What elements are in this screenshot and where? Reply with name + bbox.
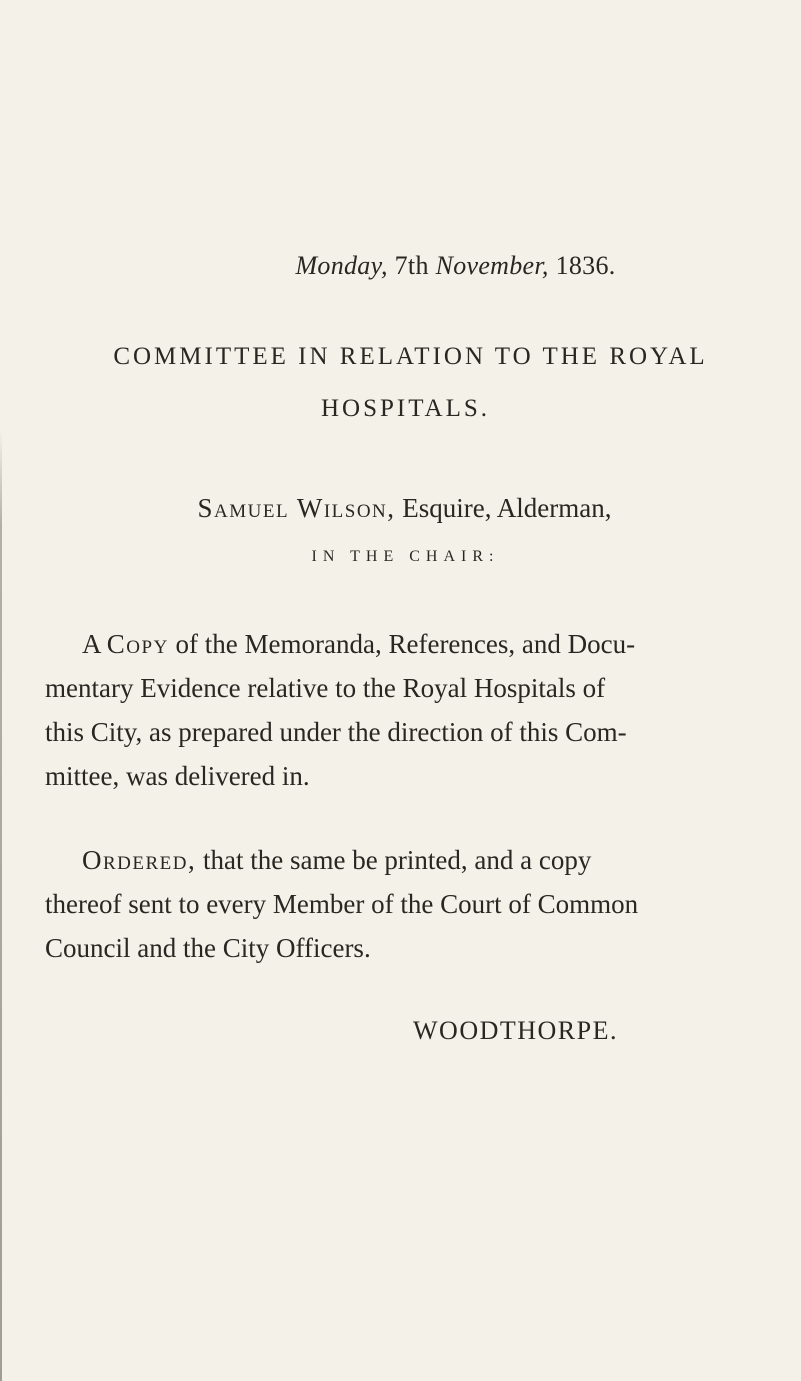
paragraph-lead-caps: Ordered, bbox=[82, 845, 197, 875]
chairman-name-caps: Samuel Wilson, bbox=[197, 493, 396, 523]
paragraph-text: that the same be printed, and a copy bbox=[203, 845, 592, 875]
heading-line-2: HOSPITALS. bbox=[321, 395, 490, 422]
in-the-chair-label: IN THE CHAIR: bbox=[311, 548, 500, 565]
chairman-name bbox=[0, 493, 801, 524]
paragraph-line: mentary Evidence relative to the Royal Hospitals of bbox=[45, 673, 606, 703]
date-month: November, bbox=[435, 251, 549, 280]
date-day: Monday, bbox=[295, 251, 388, 280]
paragraph-line bbox=[82, 838, 591, 882]
paragraph-line: mittee, was delivered in. bbox=[45, 761, 310, 791]
paragraph-line: this City, as prepared under the direction of this Com- bbox=[45, 717, 627, 747]
chairman-title: Esquire, Alderman, bbox=[402, 493, 612, 523]
date-line bbox=[0, 251, 801, 281]
paragraph-line: Council and the City Officers. bbox=[45, 933, 371, 963]
paragraph-lead-caps: Copy bbox=[106, 629, 169, 659]
heading-line-1: COMMITTEE IN RELATION TO THE ROYAL bbox=[113, 343, 708, 370]
date-year: 1836. bbox=[555, 251, 616, 280]
signature: WOODTHORPE. bbox=[413, 1016, 618, 1045]
date-number: 7th bbox=[394, 251, 429, 280]
paragraph-text: of the Memoranda, References, and Docu- bbox=[175, 629, 636, 659]
paragraph-lead: A bbox=[82, 629, 101, 659]
paragraph-line: thereof sent to every Member of the Court of Common bbox=[45, 889, 639, 919]
paragraph-line bbox=[82, 622, 635, 666]
